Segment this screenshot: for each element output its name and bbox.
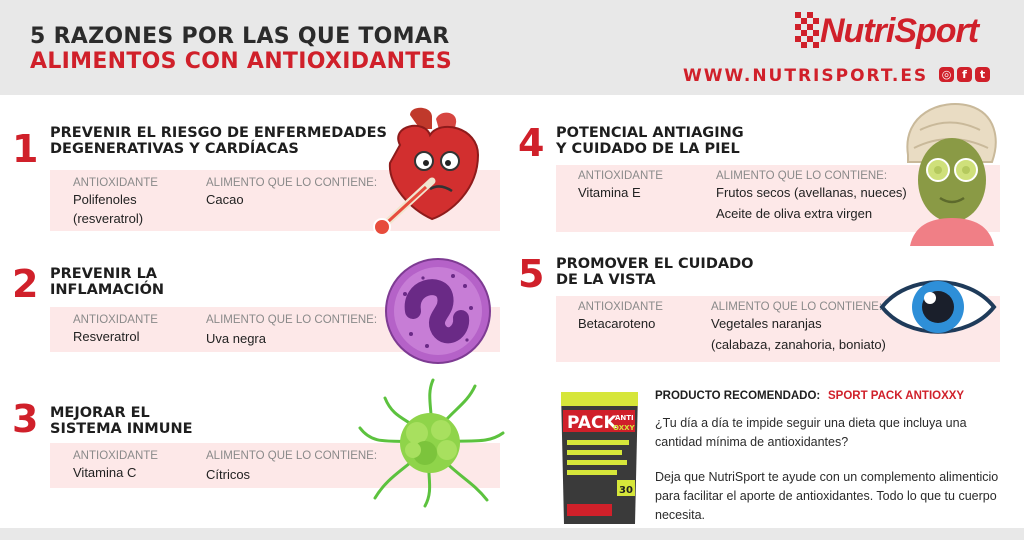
reason-4-antioxidant: Vitamina E xyxy=(578,185,641,200)
reason-1-antioxidant-label: ANTIOXIDANTE xyxy=(73,177,158,189)
reason-2-food-label: ALIMENTO QUE LO CONTIENE: xyxy=(206,314,378,326)
brand-logo[interactable]: NutriSport xyxy=(820,12,979,50)
reason-1-food-label: ALIMENTO QUE LO CONTIENE: xyxy=(206,177,378,189)
reason-4-number: 4 xyxy=(518,121,545,165)
virus-icon xyxy=(355,378,505,508)
product-pack-image xyxy=(557,388,642,528)
reason-5-number: 5 xyxy=(518,252,545,296)
reason-2-number: 2 xyxy=(12,262,39,306)
instagram-icon[interactable]: ◎ xyxy=(939,67,954,82)
reason-2-title: PREVENIR LA INFLAMACIÓN xyxy=(50,266,165,298)
reason-2-food: Uva negra xyxy=(206,331,266,346)
facebook-icon[interactable]: f xyxy=(957,67,972,82)
reason-5-food: Vegetales naranjas (calabaza, zanahoria, boniato) xyxy=(711,316,886,352)
reason-3-number: 3 xyxy=(12,397,39,441)
reason-1-number: 1 xyxy=(12,127,39,171)
product-paragraph-1: ¿Tu día a día te impide seguir una dieta que incluya una cantidad mínima de antioxidantes? xyxy=(655,416,967,449)
sick-heart-icon xyxy=(370,105,485,240)
reason-5-food-label: ALIMENTO QUE LO CONTIENE: xyxy=(711,301,883,313)
website-link[interactable]: WWW.NUTRISPORT.ES xyxy=(683,66,929,86)
reason-3-food-label: ALIMENTO QUE LO CONTIENE: xyxy=(206,450,378,462)
reason-1-title: PREVENIR EL RIESGO DE ENFERMEDADES DEGENERATIVAS Y CARDÍACAS xyxy=(50,125,387,157)
recommended-product-label: PRODUCTO RECOMENDADO: xyxy=(655,390,821,402)
reason-3-title: MEJORAR EL SISTEMA INMUNE xyxy=(50,405,193,437)
pack-oxxy-text: OXXY xyxy=(613,424,635,432)
twitter-icon[interactable]: t xyxy=(975,67,990,82)
pack-count-text: 30 xyxy=(619,485,633,496)
pack-anti-text: ANTI xyxy=(615,414,634,422)
reason-3-food: Cítricos xyxy=(206,467,251,482)
reason-2-antioxidant-label: ANTIOXIDANTE xyxy=(73,314,158,326)
reason-4-antioxidant-label: ANTIOXIDANTE xyxy=(578,170,663,182)
reason-4-food-label: ALIMENTO QUE LO CONTIENE: xyxy=(716,170,888,182)
title-line-2: ALIMENTOS CON ANTIOXIDANTES xyxy=(30,49,453,74)
reason-3-antioxidant: Vitamina C xyxy=(73,465,137,480)
reason-5-antioxidant-label: ANTIOXIDANTE xyxy=(578,301,663,313)
reason-1-food: Cacao xyxy=(206,192,244,207)
reason-4-title: POTENCIAL ANTIAGING Y CUIDADO DE LA PIEL xyxy=(556,125,744,157)
eye-icon xyxy=(878,272,998,342)
reason-1-antioxidant: Polifenoles (resveratrol) xyxy=(73,192,144,226)
product-paragraph-2: Deja que NutriSport te ayude con un complemento alimenticio para facilitar el aporte de antioxidantes. Todo lo que tu cuerpo necesita. xyxy=(655,470,999,522)
reason-5-antioxidant: Betacaroteno xyxy=(578,316,656,331)
reason-2-antioxidant: Resveratrol xyxy=(73,329,140,344)
footer-band xyxy=(0,528,1024,540)
title-line-1: 5 RAZONES POR LAS QUE TOMAR xyxy=(30,24,450,49)
face-mask-woman-icon xyxy=(900,100,1000,248)
reason-5-title: PROMOVER EL CUIDADO DE LA VISTA xyxy=(556,256,754,288)
pack-label-text: PACK xyxy=(567,413,617,433)
reason-4-food: Frutos secos (avellanas, nueces) Aceite de oliva extra virgen xyxy=(716,185,907,221)
white-blood-cell-icon xyxy=(383,256,493,366)
recommended-product-name[interactable]: SPORT PACK ANTIOXXY xyxy=(828,390,965,402)
reason-3-antioxidant-label: ANTIOXIDANTE xyxy=(73,450,158,462)
